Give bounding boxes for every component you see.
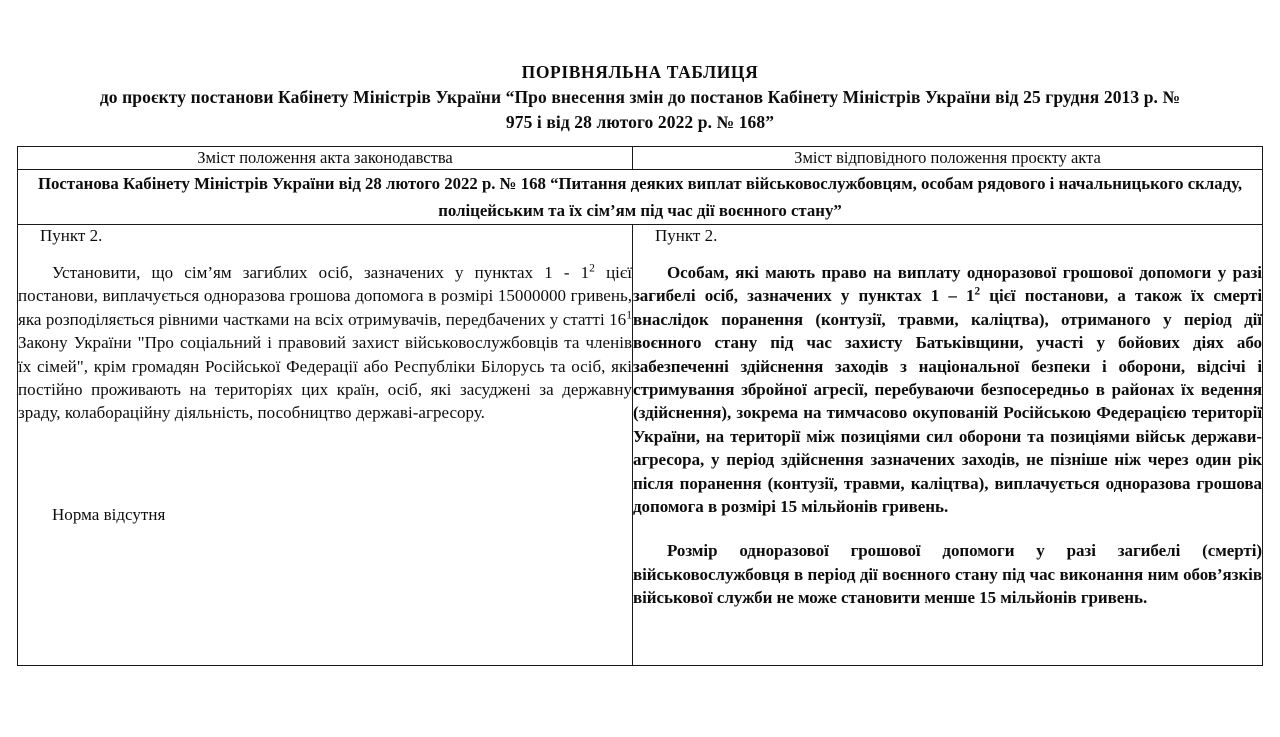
document-title-subtitle: до проєкту постанови Кабінету Міністрів України “Про внесення змін до постанов Кабінету Міністрів України від 25 грудня 2013 р. № 975 і від 28 лютого 2022 р. № 168” xyxy=(99,87,1181,132)
right-clause-label: Пункт 2. xyxy=(655,226,718,245)
comparison-table xyxy=(17,146,1263,666)
table-header-left: Зміст положення акта законодавства xyxy=(18,147,633,170)
draft-act-cell xyxy=(633,225,1263,666)
table-header-right: Зміст відповідного положення проєкту акта xyxy=(633,147,1263,170)
document-title-block xyxy=(0,0,1280,135)
left-paragraph-1-text-a: Установити, що сім’ям загиблих осіб, зазначених у пунктах 1 - 1 xyxy=(52,263,590,282)
left-spacer-2 xyxy=(18,451,632,477)
table-header-row xyxy=(18,147,1263,170)
left-spacer-3 xyxy=(18,477,632,503)
left-paragraph-1 xyxy=(18,261,632,425)
right-paragraph-1-text-b: цієї постанови, а також їх смерті внаслідок поранення (контузії, травми, каліцтва), отриманого у період дії воєнного стану під час захисту Батьківщини, участі у бойових діях або забезпеченні здійснення заходів з національної безпеки і оборони, відсічі і стримування збройної агресії, перебуваючи безпосередньо в районах їх ведення (здійснення), зокрема на тимчасово окупованій Російською Федерацією території України, на території між позиціями сил оборони та позиціями військ держави-агресора, у період здійснення зазначених заходів, не пізніше ніж через один рік після поранення (контузії, травми, каліцтва), виплачується одноразова грошова допомога в розмірі 15 мільйонів гривень. xyxy=(633,286,1262,517)
right-paragraph-1-text-a: Особам, які мають право на виплату одноразової грошової допомоги у разі загибелі осіб, зазначених у пунктах 1 – 1 xyxy=(633,263,1262,306)
left-norm-absent: Норма відсутня xyxy=(52,504,166,524)
left-spacer xyxy=(18,425,632,451)
left-paragraph-1-text-b: цієї постанови, виплачується одноразова грошова допомога в розмірі 15000000 гривень, яка розподіляється рівними частками на всіх отримувачів, передбачених у статті 16 xyxy=(18,263,632,329)
left-superscript-1: 1 xyxy=(626,308,632,322)
right-paragraph-2: Розмір одноразової грошової допомоги у разі загибелі (смерті) військовослужбовця в період дії воєнного стану під час виконання ним обов’язків військової служби не може становити менше 15 мільйонів гривень. xyxy=(633,541,1262,608)
left-clause-label: Пункт 2. xyxy=(40,226,103,245)
right-superscript-2: 2 xyxy=(974,285,981,298)
current-law-cell xyxy=(18,225,633,666)
right-paragraph-1 xyxy=(633,261,1262,518)
resolution-title-cell: Постанова Кабінету Міністрів України від 28 лютого 2022 р. № 168 “Питання деяких виплат військовослужбовцям, особам рядового і начальницького складу, поліцейським та їх сім’ям під час дії воєнного стану” xyxy=(18,170,1263,225)
table-body-row xyxy=(18,225,1263,666)
left-paragraph-1-text-c: Закону України "Про соціальний і правовий захист військовослужбовців та членів їх сімей", крім громадян Російської Федерації або Республіки Білорусь та осіб, які постійно проживають на територіях цих країн, осіб, які засуджені за державну зраду, колабораційну діяльність, пособництво державі-агресору. xyxy=(18,333,632,423)
document-title-main: ПОРІВНЯЛЬНА ТАБЛИЦЯ xyxy=(521,62,759,82)
left-superscript-2: 2 xyxy=(589,261,595,275)
table-merged-row xyxy=(18,170,1263,225)
